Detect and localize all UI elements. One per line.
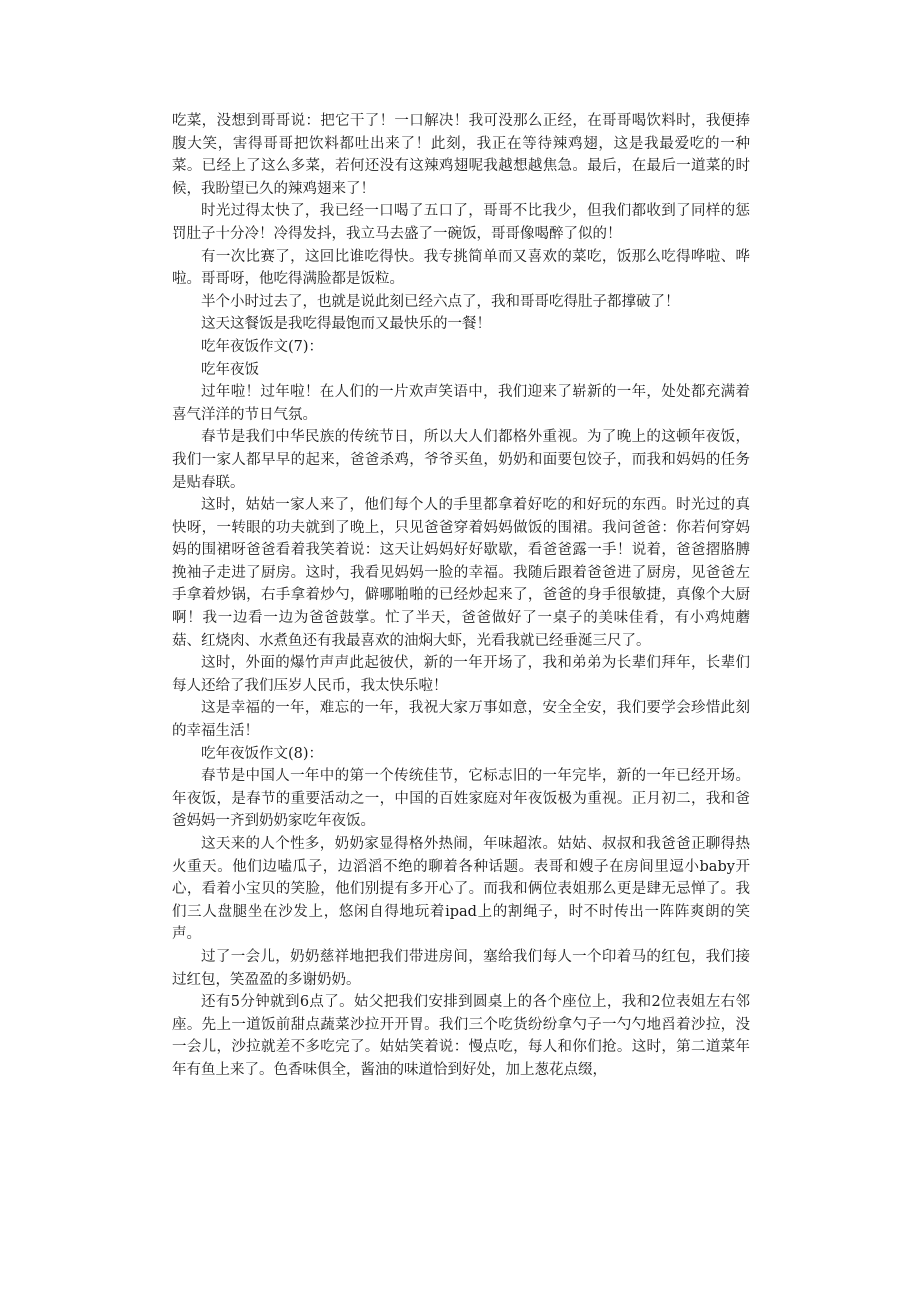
paragraph-12: 这是幸福的一年，难忘的一年，我祝大家万事如意，安全全安，我们要学会珍惜此刻的幸福生活！ bbox=[172, 700, 750, 740]
paragraph-16: 过了一会儿，奶奶慈祥地把我们带进房间，塞给我们每人一个印着马的红包，我们接过红包，笑盈盈的多谢奶奶。 bbox=[172, 948, 750, 988]
paragraph-4: 半个小时过去了，也就是说此刻已经六点了，我和哥哥吃得肚子都撑破了！ bbox=[201, 293, 680, 310]
essay-title-7: 吃年夜饭 bbox=[201, 361, 259, 378]
paragraph-10: 这时，姑姑一家人来了，他们每个人的手里都拿着好吃的和好玩的东西。时光过的真快呀，一转眼的功夫就到了晚上，只见爸爸穿着妈妈做饭的围裙。我问爸爸：你若何穿妈妈的围裙呀爸爸看着我笑着说：这天让妈妈好好歇歇，看爸爸露一手！说着，爸爸摺胳膊挽袖子走进了厨房。这时，我看见妈妈一脸的幸福。我随后跟着爸爸进了厨房，见爸爸左手拿着炒锅，右手拿着炒勺，僻哪啪啪的已经炒起来了，爸爸的身手很敏捷，真像个大厨啊！我一边看一边为爸爸鼓掌。忙了半天，爸爸做好了一桌子的美味佳肴，有小鸡炖蘑菇、红烧肉、水煮鱼还有我最喜欢的油焖大虾，光看我就已经垂涎三尺了。 bbox=[172, 497, 750, 649]
paragraph-3: 有一次比赛了，这回比谁吃得快。我专挑简单而又喜欢的菜吃，饭那么吃得哗啦、哗啦。哥哥呀，他吃得满脸都是饭粒。 bbox=[172, 248, 750, 288]
paragraph-9: 春节是我们中华民族的传统节日，所以大人们都格外重视。为了晚上的这顿年夜饭，我们一家人都早早的起来，爸爸杀鸡，爷爷买鱼，奶奶和面要包饺子，而我和妈妈的任务是贴春联。 bbox=[172, 429, 750, 491]
paragraph-14: 春节是中国人一年中的第一个传统佳节，它标志旧的一年完毕，新的一年已经开场。年夜饭，是春节的重要活动之一，中国的百姓家庭对年夜饭极为重视。正月初二，我和爸爸妈妈一齐到奶奶家吃年夜饭。 bbox=[172, 768, 750, 830]
paragraph-5: 这天这餐饭是我吃得最饱而又最快乐的一餐！ bbox=[201, 316, 491, 333]
paragraph-11: 这时，外面的爆竹声声此起彼伏，新的一年开场了，我和弟弟为长辈们拜年，长辈们每人还给了我们压岁人民币，我太快乐啦！ bbox=[172, 655, 750, 694]
document-page bbox=[172, 110, 750, 1082]
paragraph-2: 时光过得太快了，我已经一口喝了五口了，哥哥不比我少，但我们都收到了同样的惩罚肚子十分冷！冷得发抖，我立马去盛了一碗饭，哥哥像喝醉了似的！ bbox=[172, 203, 750, 242]
paragraph-8: 过年啦！过年啦！在人们的一片欢声笑语中，我们迎来了崭新的一年，处处都充满着喜气洋洋的节日气氛。 bbox=[172, 384, 750, 423]
section-heading-7: 吃年夜饭作文(7)： bbox=[201, 338, 324, 355]
paragraph-15: 这天来的人个性多，奶奶家显得格外热闹，年味超浓。姑姑、叔叔和我爸爸正聊得热火重天。他们边嗑瓜子，边滔滔不绝的聊着各种话题。表哥和嫂子在房间里逗小baby开心，看着小宝贝的笑脸，他们别提有多开心了。而我和俩位表姐那么更是肆无忌惮了。我们三人盘腿坐在沙发上，悠闲自得地玩着ipad上的割绳子，时不时传出一阵阵爽朗的笑声。 bbox=[172, 836, 750, 943]
paragraph-1: 吃菜，没想到哥哥说：把它干了！一口解决！我可没那么正经，在哥哥喝饮料时，我便捧腹大笑，害得哥哥把饮料都吐出来了！此刻，我正在等待辣鸡翅，这是我最爱吃的一种菜。已经上了这么多菜，若何还没有这辣鸡翅呢我越想越焦急。最后，在最后一道菜的时候，我盼望已久的辣鸡翅来了！ bbox=[172, 113, 750, 197]
paragraph-17: 还有5分钟就到6点了。姑父把我们安排到圆桌上的各个座位上，我和2位表姐左右邻座。先上一道饭前甜点蔬菜沙拉开开胃。我们三个吃货纷纷拿勺子一勺勺地舀着沙拉，没一会儿，沙拉就差不多吃完了。姑姑笑着说：慢点吃，每人和你们抢。这时，第二道菜年年有鱼上来了。色香味俱全，酱油的味道恰到好处，加上葱花点缀， bbox=[172, 994, 750, 1078]
section-heading-8: 吃年夜饭作文(8)： bbox=[201, 745, 324, 762]
